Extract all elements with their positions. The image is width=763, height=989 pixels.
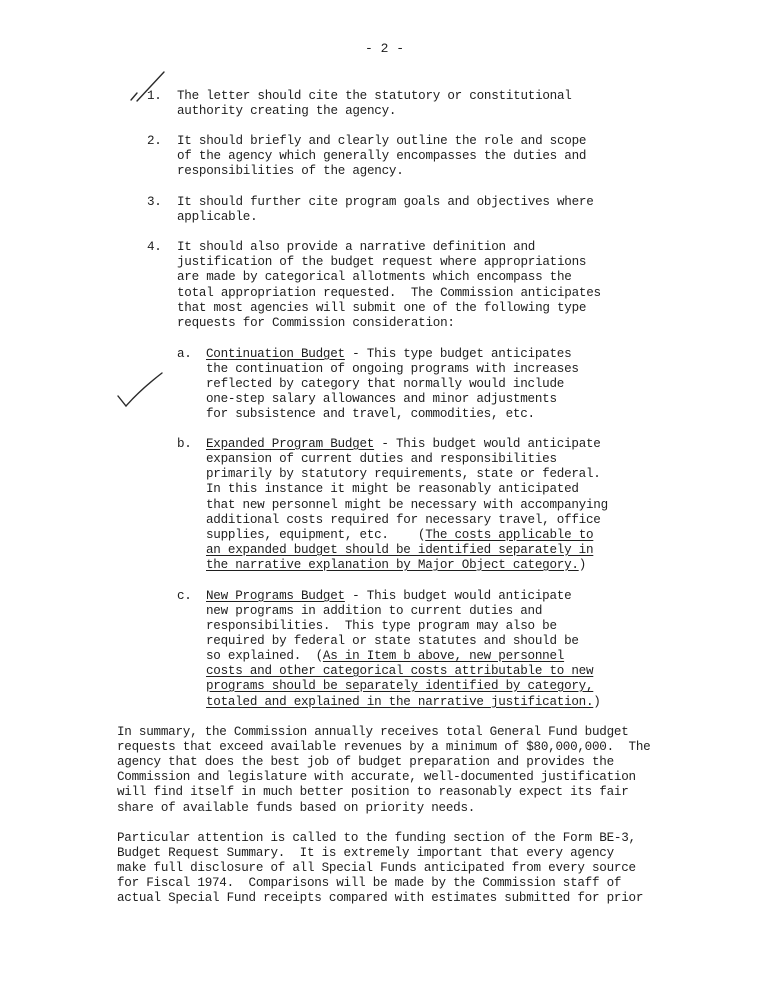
- subitem-first-line: [206, 347, 571, 362]
- subitem-text-line: that new personnel might be necessary with accompanying: [206, 498, 608, 512]
- subitem-letter: b.: [177, 437, 192, 451]
- subitem-text-line: for subsistence and travel, commodities, etc.: [206, 407, 535, 421]
- closing-paren: ): [578, 558, 586, 572]
- summary-line: agency that does the best job of budget preparation and provides the: [117, 755, 614, 769]
- item-text-line: responsibilities of the agency.: [177, 164, 404, 178]
- subitem-letter: c.: [177, 589, 192, 603]
- subitem-text-line: responsibilities. This type program may also be: [206, 619, 557, 633]
- attention-line: actual Special Fund receipts compared with estimates submitted for prior: [117, 891, 644, 905]
- summary-line: In summary, the Commission annually receives total General Fund budget: [117, 725, 629, 739]
- item-text-line: It should further cite program goals and objectives where: [177, 195, 594, 209]
- subitem-underlined-note: costs and other categorical costs attributable to new: [206, 664, 594, 678]
- item-text-line: are made by categorical allotments which encompass the: [177, 270, 572, 284]
- attention-line: Particular attention is called to the funding section of the Form BE-3,: [117, 831, 636, 845]
- handwritten-check-mark-icon: [116, 370, 166, 410]
- subitem-underlined-note: As in Item b above, new personnel: [322, 649, 565, 663]
- subitem-underlined-note: programs should be separately identified by category,: [206, 679, 594, 693]
- subitem-text-line: one-step salary allowances and minor adjustments: [206, 392, 557, 406]
- item-text-line: applicable.: [177, 210, 258, 224]
- summary-line: Commission and legislature with accurate, well-documented justification: [117, 770, 636, 784]
- subitem-underlined-note: an expanded budget should be identified separately in: [206, 543, 594, 557]
- subitem-text-line: new programs in addition to current duties and: [206, 604, 543, 618]
- subitem-text-line: [206, 695, 601, 710]
- attention-line: Budget Request Summary. It is extremely important that every agency: [117, 846, 614, 860]
- subitem-text-line: expansion of current duties and responsibilities: [206, 452, 557, 466]
- subitem-text-line: reflected by category that normally would include: [206, 377, 565, 391]
- subitem-first-rest: - This budget would anticipate: [344, 589, 572, 603]
- item-number: 2.: [147, 134, 162, 148]
- summary-line: will find itself in much better position to reasonably expect its fair: [117, 785, 629, 799]
- item-text-line: authority creating the agency.: [177, 104, 397, 118]
- item-text-line: of the agency which generally encompasses the duties and: [177, 149, 587, 163]
- page-number: - 2 -: [365, 41, 405, 56]
- subitem-letter: a.: [177, 347, 192, 361]
- subitem-title: Continuation Budget: [206, 347, 345, 361]
- subitem-underlined-note: totaled and explained in the narrative justification.: [206, 695, 594, 709]
- attention-line: make full disclosure of all Special Funds anticipated from every source: [117, 861, 636, 875]
- summary-line: requests that exceed available revenues by a minimum of $80,000,000. The: [117, 740, 651, 754]
- item-text-line: The letter should cite the statutory or constitutional: [177, 89, 572, 103]
- subitem-text-line: primarily by statutory requirements, state or federal.: [206, 467, 601, 481]
- subitem-text-line: required by federal or state statutes and should be: [206, 634, 579, 648]
- subitem-first-rest: - This type budget anticipates: [344, 347, 572, 361]
- subitem-plain-text: so explained. (: [206, 649, 323, 663]
- closing-paren: ): [593, 695, 601, 709]
- subitem-plain-text: supplies, equipment, etc. (: [206, 528, 426, 542]
- subitem-title: Expanded Program Budget: [206, 437, 375, 451]
- item-number: 1.: [147, 89, 162, 103]
- attention-line: for Fiscal 1974. Comparisons will be made by the Commission staff of: [117, 876, 622, 890]
- subitem-text-line: [206, 649, 564, 664]
- summary-line: share of available funds based on priority needs.: [117, 801, 476, 815]
- subitem-text-line: In this instance it might be reasonably anticipated: [206, 482, 579, 496]
- item-number: 4.: [147, 240, 162, 254]
- subitem-text-line: [206, 528, 593, 543]
- subitem-underlined-note: the narrative explanation by Major Object category.: [206, 558, 579, 572]
- subitem-first-line: [206, 589, 571, 604]
- subitem-text-line: additional costs required for necessary travel, office: [206, 513, 601, 527]
- subitem-first-line: [206, 437, 601, 452]
- item-text-line: that most agencies will submit one of the following type: [177, 301, 587, 315]
- item-text-line: requests for Commission consideration:: [177, 316, 455, 330]
- subitem-title: New Programs Budget: [206, 589, 345, 603]
- item-text-line: It should briefly and clearly outline the role and scope: [177, 134, 587, 148]
- item-text-line: justification of the budget request where appropriations: [177, 255, 587, 269]
- item-number: 3.: [147, 195, 162, 209]
- subitem-first-rest: - This budget would anticipate: [374, 437, 601, 451]
- item-text-line: It should also provide a narrative definition and: [177, 240, 536, 254]
- subitem-text-line: the continuation of ongoing programs with increases: [206, 362, 579, 376]
- subitem-text-line: [206, 558, 586, 573]
- subitem-underlined-note: The costs applicable to: [425, 528, 594, 542]
- item-text-line: total appropriation requested. The Commission anticipates: [177, 286, 601, 300]
